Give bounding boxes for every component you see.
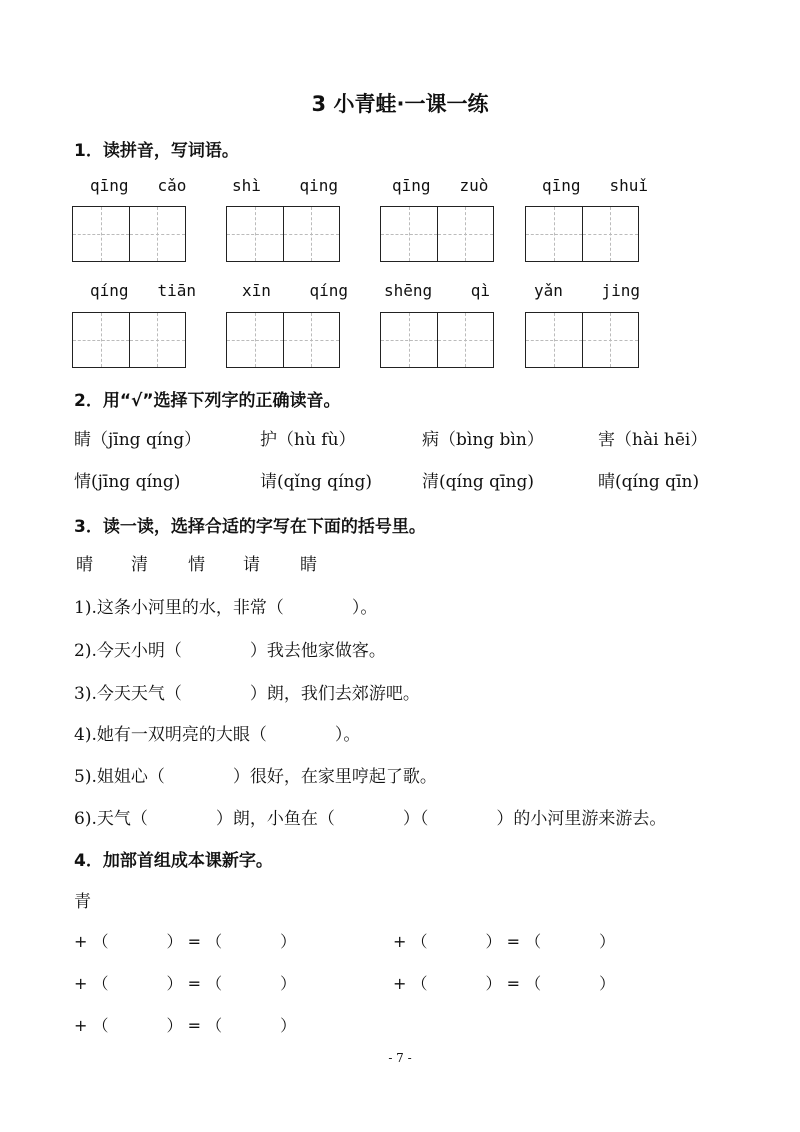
- choice-char: 睛: [300, 555, 317, 575]
- fill-blank-sentence[interactable]: 4).她有一双明亮的大眼（ ）。: [74, 725, 361, 745]
- pinyin-label: yǎn jing: [534, 281, 640, 300]
- writing-grid[interactable]: [380, 312, 494, 368]
- writing-grid[interactable]: [72, 206, 186, 262]
- pronunciation-option[interactable]: 情(jīng qíng): [74, 472, 181, 492]
- radical-equation[interactable]: + （ ） = （ ）: [393, 974, 616, 993]
- pronunciation-option[interactable]: 病（bìng bìn）: [422, 430, 544, 450]
- pinyin-label: shì qing: [232, 176, 338, 195]
- page-title: 3 小青蛙·一课一练: [311, 92, 489, 116]
- writing-grid[interactable]: [525, 206, 639, 262]
- pinyin-label: qíng tiān: [90, 281, 196, 300]
- q2-heading: 2．用“√”选择下列字的正确读音。: [74, 391, 341, 411]
- fill-blank-sentence[interactable]: 5).姐姐心（ ）很好，在家里哼起了歌。: [74, 767, 437, 787]
- q4-heading: 4．加部首组成本课新字。: [74, 851, 273, 871]
- pinyin-label: shēng qì: [384, 281, 490, 300]
- radical-equation[interactable]: + （ ） = （ ）: [393, 932, 616, 951]
- choice-char: 晴: [76, 555, 93, 575]
- q1-heading: 1．读拼音，写词语。: [74, 141, 239, 161]
- pronunciation-option[interactable]: 睛（jīng qíng）: [74, 430, 202, 450]
- radical-equation[interactable]: + （ ） = （ ）: [74, 1016, 297, 1035]
- fill-blank-sentence[interactable]: 2).今天小明（ ）我去他家做客。: [74, 641, 386, 661]
- writing-grid[interactable]: [72, 312, 186, 368]
- pinyin-label: qīng shuǐ: [542, 176, 648, 195]
- pronunciation-option[interactable]: 清(qíng qīng): [422, 472, 534, 492]
- q3-heading: 3．读一读，选择合适的字写在下面的括号里。: [74, 517, 426, 537]
- radical-equation[interactable]: + （ ） = （ ）: [74, 974, 297, 993]
- pronunciation-option[interactable]: 请(qǐng qíng): [260, 472, 372, 492]
- pronunciation-option[interactable]: 护（hù fù）: [260, 430, 356, 450]
- choice-char: 请: [243, 555, 260, 575]
- writing-grid[interactable]: [226, 312, 340, 368]
- fill-blank-sentence[interactable]: 1).这条小河里的水，非常（ ）。: [74, 598, 378, 618]
- writing-grid[interactable]: [226, 206, 340, 262]
- pinyin-label: xīn qíng: [242, 281, 348, 300]
- pronunciation-option[interactable]: 害（hài hēi）: [598, 430, 708, 450]
- writing-grid[interactable]: [525, 312, 639, 368]
- pinyin-label: qīng cǎo: [90, 176, 187, 195]
- choice-char: 情: [188, 555, 205, 575]
- choice-char: 清: [131, 555, 148, 575]
- fill-blank-sentence[interactable]: 3).今天天气（ ）朗，我们去郊游吧。: [74, 684, 420, 704]
- page-number: - 7 -: [388, 1051, 412, 1065]
- radical-equation[interactable]: + （ ） = （ ）: [74, 932, 297, 951]
- base-character: 青: [74, 892, 91, 912]
- pinyin-label: qīng zuò: [392, 176, 489, 195]
- pronunciation-option[interactable]: 晴(qíng qīn): [598, 472, 700, 492]
- writing-grid[interactable]: [380, 206, 494, 262]
- fill-blank-sentence[interactable]: 6).天气（ ）朗，小鱼在（ ）（ ）的小河里游来游去。: [74, 809, 667, 829]
